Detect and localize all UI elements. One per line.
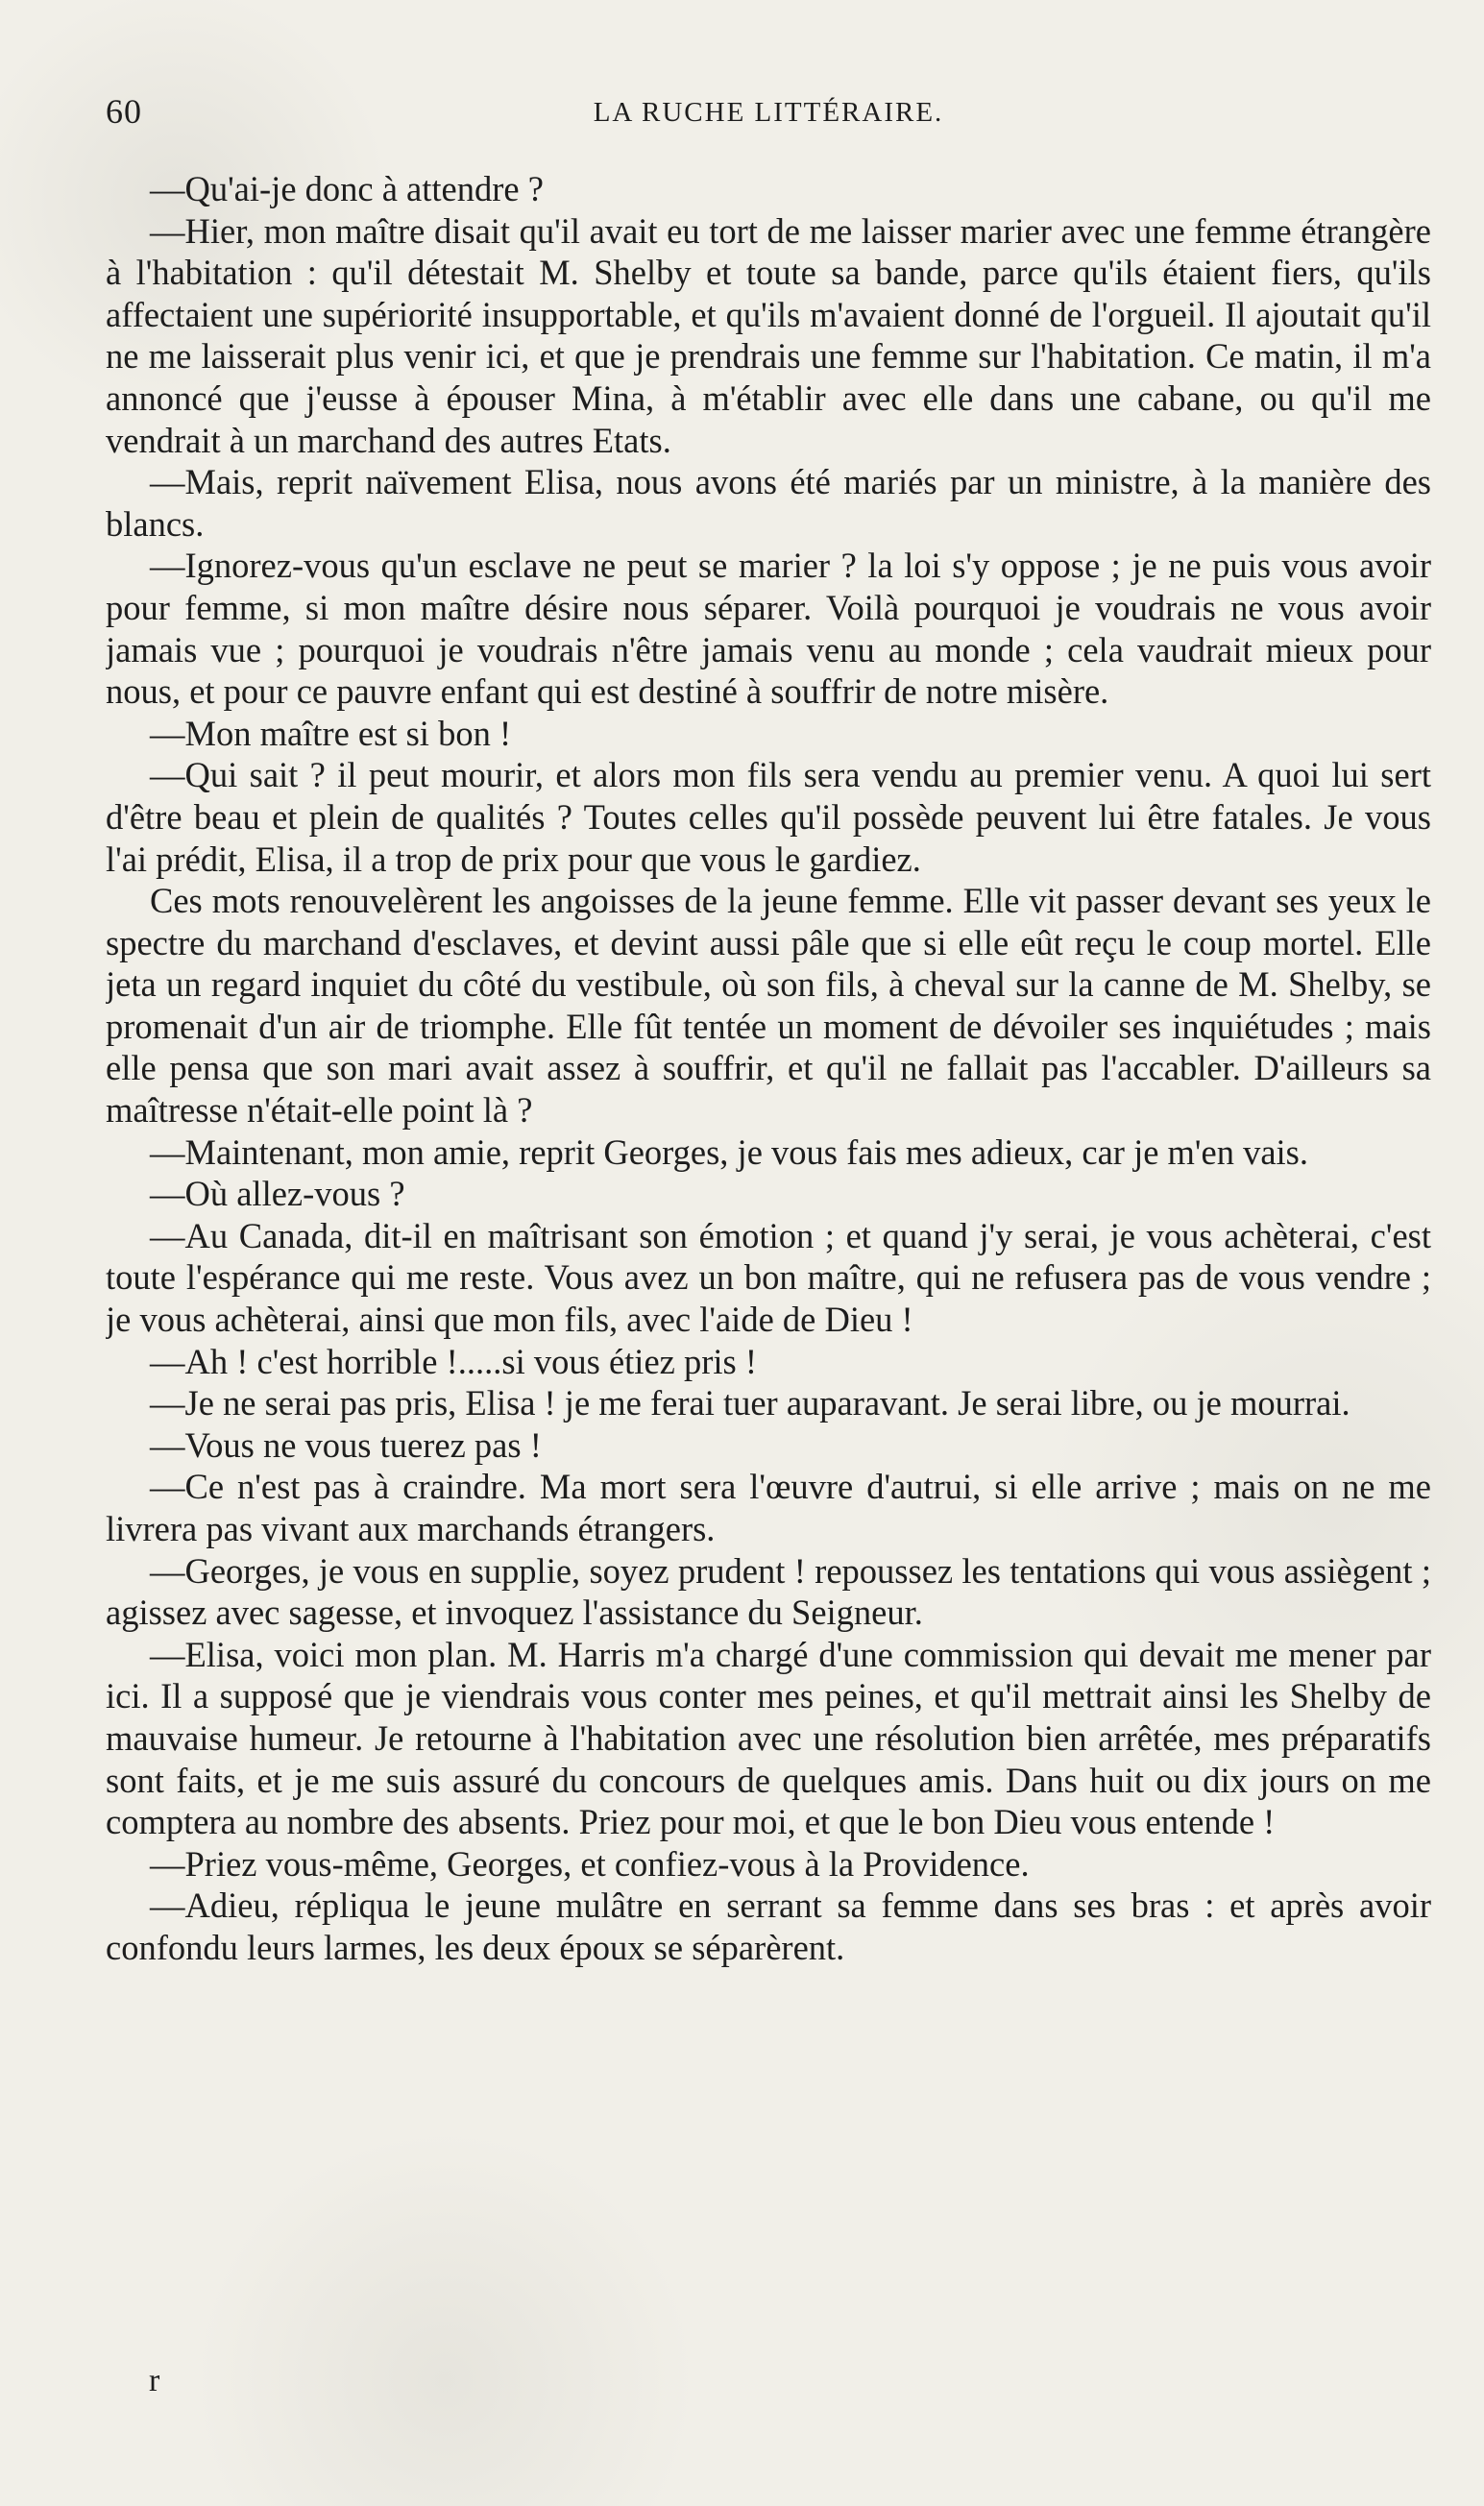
paragraph: —Vous ne vous tuerez pas ! <box>150 1424 542 1465</box>
paragraph: Ces mots renouvelèrent les angoisses de la jeune femme. Elle vit passer devant ses yeux le spectre du marchand d'esclaves, et devint aussi pâle que si elle eût reçu le coup mortel. Elle jeta un regard inquiet du côté du vestibule, où son fils, à cheval sur la canne de M. Shelby, se promenait d'un air de triomphe. Elle fût tentée un moment de dévoiler ses inquiétudes ; mais elle pensa que son mari avait assez à souffrir, et qu'il ne fallait pas l'accabler. D'ailleurs sa maîtresse n'était-elle point là ? <box>106 881 1431 1131</box>
paragraph: —Ce n'est pas à craindre. Ma mort sera l'œuvre d'autrui, si elle arrive ; mais on ne me livrera pas vivant aux marchands étrangers. <box>106 1467 1431 1548</box>
paragraph: —Où allez-vous ? <box>150 1174 405 1214</box>
paragraph: —Qu'ai-je donc à attendre ? <box>150 169 544 208</box>
paragraph: —Ah ! c'est horrible !.....si vous étiez pris ! <box>150 1341 757 1381</box>
page-number: 60 <box>106 92 142 131</box>
paragraph: —Elisa, voici mon plan. M. Harris m'a chargé d'une commission qui devait me mener par ici. Il a supposé que je viendrais vous conter mes peines, et qu'il mettrait ainsi les Shelby de mauvaise humeur. Je retourne à l'habitation avec une résolution bien arrêtée, mes préparatifs sont faits, et je me suis assuré du concours de quelques amis. Dans huit ou dix jours on me comptera au nombre des absents. Priez pour moi, et que le bon Dieu vous entende ! <box>106 1634 1431 1842</box>
paragraph: —Priez vous-même, Georges, et confiez-vous à la Providence. <box>150 1843 1030 1884</box>
running-head <box>106 82 1431 141</box>
document-page <box>106 82 1431 2464</box>
body-text <box>106 168 1431 1969</box>
paragraph: —Qui sait ? il peut mourir, et alors mon fils sera vendu au premier venu. A quoi lui sert d'être beau et plein de qualités ? Toutes celles qu'il possède peuvent lui être fatales. Je vous l'ai prédit, Elisa, il a trop de prix pour que vous le gardiez. <box>106 755 1431 879</box>
footer-mark: r <box>149 2363 160 2398</box>
paragraph: —Au Canada, dit-il en maîtrisant son émotion ; et quand j'y serai, je vous achèterai, c'est toute l'espérance qui me reste. Vous avez un bon maître, qui ne refusera pas de vous vendre ; je vous achèterai, ainsi que mon fils, avec l'aide de Dieu ! <box>106 1215 1431 1340</box>
paragraph: —Mais, reprit naïvement Elisa, nous avons été mariés par un ministre, à la manière des blancs. <box>106 462 1431 544</box>
paragraph: —Je ne serai pas pris, Elisa ! je me ferai tuer auparavant. Je serai libre, ou je mourrai. <box>150 1383 1350 1423</box>
paragraph: —Georges, je vous en supplie, soyez prudent ! repoussez les tentations qui vous assiègent ; agissez avec sagesse, et invoquez l'assistance du Seigneur. <box>106 1550 1431 1633</box>
paragraph: —Adieu, répliqua le jeune mulâtre en serrant sa femme dans ses bras : et après avoir confondu leurs larmes, les deux époux se séparèrent. <box>106 1886 1431 1967</box>
paragraph: —Ignorez-vous qu'un esclave ne peut se marier ? la loi s'y oppose ; je ne puis vous avoir pour femme, si mon maître désire nous séparer. Voilà pourquoi je voudrais ne vous avoir jamais vue ; pourquoi je voudrais n'être jamais venu au monde ; cela vaudrait mieux pour nous, et pour ce pauvre enfant qui est destiné à souffrir de notre misère. <box>106 546 1431 712</box>
paragraph: —Hier, mon maître disait qu'il avait eu tort de me laisser marier avec une femme étrangère à l'habitation : qu'il détestait M. Shelby et toute sa bande, parce qu'ils étaient fiers, qu'ils affectaient une supériorité insupportable, et qu'ils m'avaient donné de l'orgueil. Il ajoutait qu'il ne me laisserait plus venir ici, et que je prendrais une femme sur l'habitation. Ce matin, il m'a annoncé que j'eusse à épouser Mina, à m'établir avec elle dans une cabane, ou qu'il me vendrait à un marchand des autres Etats. <box>106 210 1431 460</box>
paragraph: —Maintenant, mon amie, reprit Georges, je vous fais mes adieux, car je m'en vais. <box>150 1131 1308 1172</box>
paragraph: —Mon maître est si bon ! <box>150 713 512 753</box>
journal-title: LA RUCHE LITTÉRAIRE. <box>593 97 944 128</box>
